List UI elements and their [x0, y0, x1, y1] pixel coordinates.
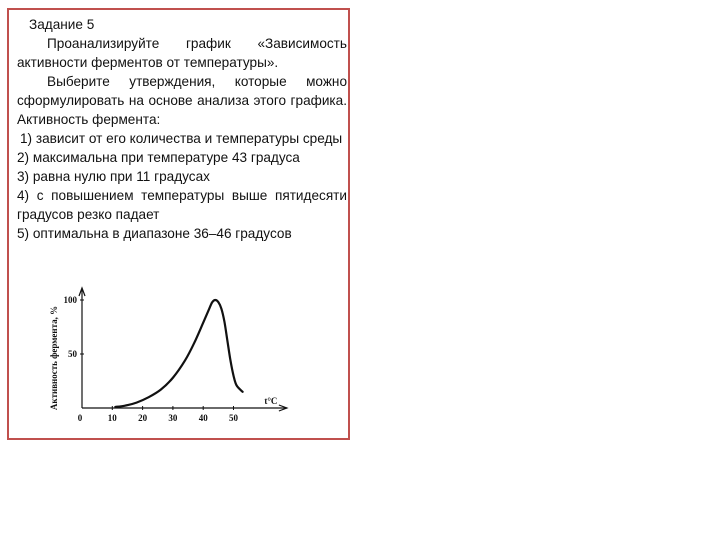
task-text: [17, 15, 347, 243]
x-tick-label: 50: [229, 413, 238, 423]
option-4: 4) с повышением температуры выше пятидесяти градусов резко падает: [17, 188, 347, 222]
enzyme-activity-chart: [38, 284, 298, 429]
x-axis-label: t°C: [264, 396, 278, 406]
task-heading: Задание 5: [29, 17, 95, 32]
option-3: 3) равна нулю при 11 градусах: [17, 169, 210, 184]
task-paragraph-1: Проанализируйте график «Зависимость активности ферментов от температуры».: [17, 36, 347, 70]
chart-ticks: [64, 295, 278, 423]
x-tick-label: 30: [168, 413, 178, 423]
chart-axes: [79, 288, 287, 411]
x-tick-label: 40: [198, 413, 208, 423]
y-tick-label: 50: [68, 349, 77, 359]
x-tick-label: 10: [107, 413, 117, 423]
activity-curve: [115, 300, 242, 407]
task-paragraph-2: Выберите утверждения, которые можно сформулировать на основе анализа этого графика. Активность фермента:: [17, 74, 347, 127]
x-tick-label: 0: [77, 413, 83, 423]
option-5: 5) оптимальна в диапазоне 36–46 градусов: [17, 226, 292, 241]
x-tick-label: 20: [138, 413, 148, 423]
option-1: 1) зависит от его количества и температуры среды: [20, 131, 343, 146]
y-tick-label: 100: [63, 295, 77, 305]
y-axis-label: Активность фермента, %: [49, 305, 59, 411]
option-2: 2) максимальна при температуре 43 градуса: [17, 150, 300, 165]
